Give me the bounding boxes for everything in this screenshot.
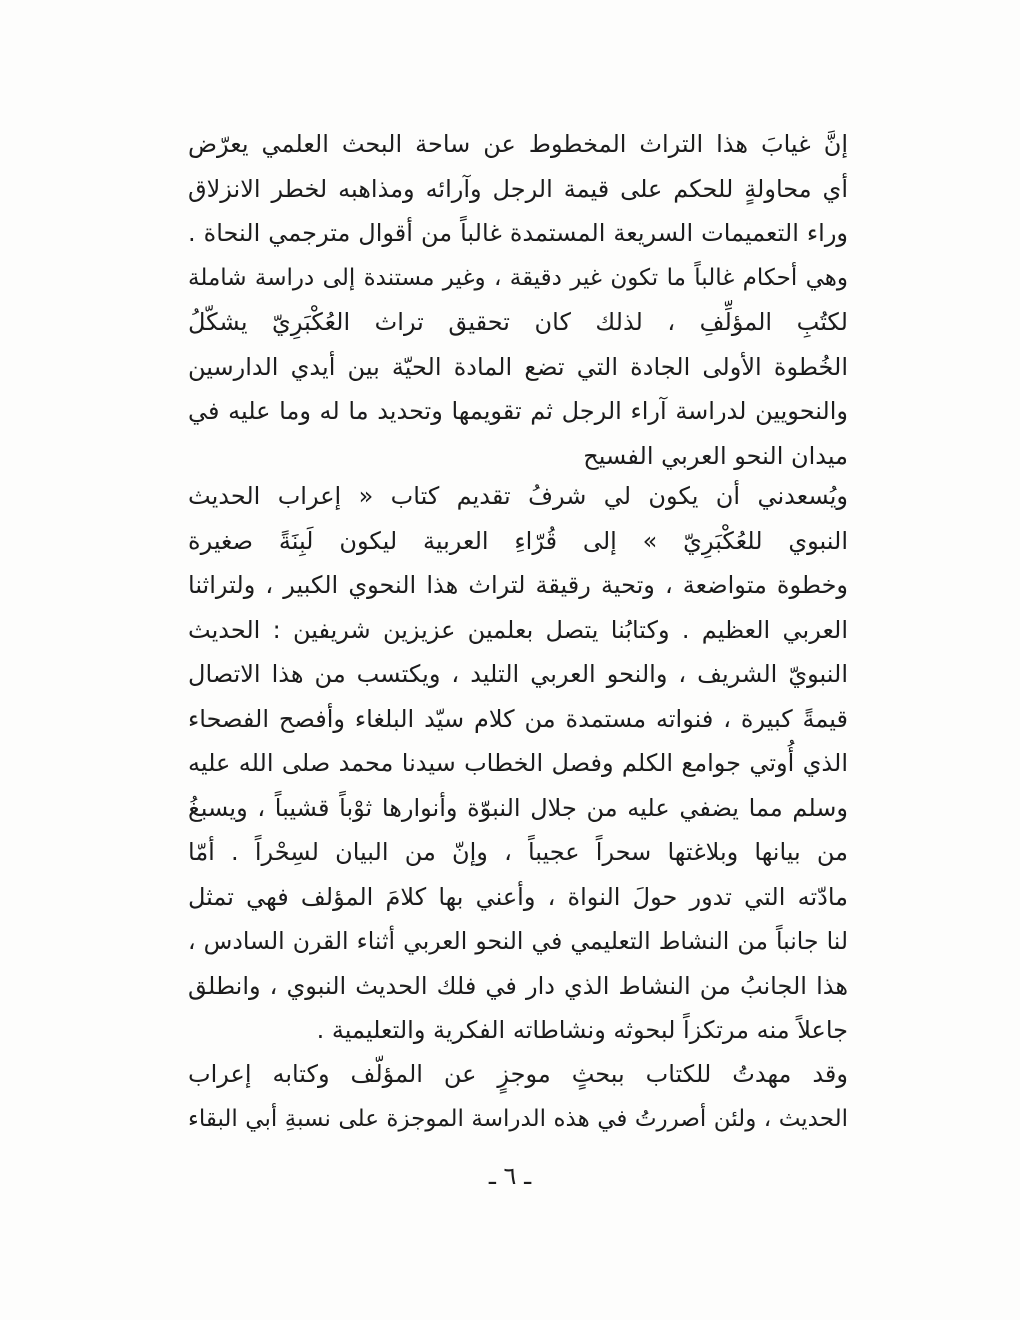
text-line: وخطوة متواضعة ، وتحية رقيقة لتراث هذا النحوي الكبير ، ولتراثنا	[188, 571, 848, 599]
text-line: ميدان النحو العربي الفسيح	[583, 441, 848, 470]
text-line: مادّته التي تدور حولَ النواة ، وأعني بها كلامَ المؤلف فهي تمثل	[188, 882, 848, 911]
text-line: الذي أُوتي جوامع الكلم وفصل الخطاب سيدنا محمد صلى الله عليه	[188, 749, 848, 777]
text-line: لنا جانباً من النشاط التعليمي في النحو العربي أثناء القرن السادس ،	[188, 927, 848, 955]
text-line: الخُطوة الأولى الجادة التي تضع المادة الحيّة بين أيدي الدارسين	[188, 352, 848, 381]
text-line: هذا الجانبُ من النشاط الذي دار في فلك الحديث النبوي ، وانطلق	[188, 971, 848, 1000]
text-line: العربي العظيم . وكتابُنا يتصل بعلمين عزيزين شريفين : الحديث	[188, 615, 848, 644]
paragraph-1	[188, 122, 848, 478]
text-line: وسلم مما يضفي عليه من جلال النبوّة وأنوارها ثوْباً قشيباً ، ويسبغُ	[188, 793, 848, 822]
text-line: الحديث ، ولئن أصررتُ في هذه الدراسة الموجزة على نسبةِ أبي البقاء	[188, 1105, 848, 1132]
text-line: النبوي للعُكْبَرِيّ » إلى قُرّاءِ العربية ليكون لَبِنَةً صغيرة	[188, 526, 848, 555]
text-line: أي محاولةٍ للحكم على قيمة الرجل وآرائه ومذاهبه لخطر الانزلاق	[188, 174, 848, 203]
text-line: وقد مهدتُ للكتاب ببحثٍ موجزٍ عن المؤلّف وكتابه إعراب	[188, 1060, 848, 1088]
text-line: ويُسعدني أن يكون لي شرفُ تقديم كتاب « إعراب الحديث	[188, 482, 848, 510]
paragraph-3	[188, 1052, 848, 1141]
text-line: وهي أحكام غالباً ما تكون غير دقيقة ، وغير مستندة إلى دراسة شاملة	[188, 264, 848, 291]
text-line: من بيانها وبلاغتها سحراً عجيباً ، وإنّ من البيان لسِحْراً . أمّا	[188, 838, 848, 866]
text-line: قيمةً كبيرة ، فنواته مستمدة من كلام سيّد البلغاء وأفصح الفصحاء	[188, 704, 848, 733]
text-line: والنحويين لدراسة آراء الرجل ثم تقويمها وتحديد ما له وما عليه في	[188, 397, 848, 425]
text-line: جاعلاً منه مرتكزاً لبحوثه ونشاطاته الفكرية والتعليمية .	[316, 1016, 848, 1044]
text-line: إنَّ غيابَ هذا التراث المخطوط عن ساحة البحث العلمي يعرّض	[188, 130, 848, 158]
page-number: ـ ٦ ـ	[488, 1162, 532, 1190]
text-line: النبويّ الشريف ، والنحو العربي التليد ، ويكتسب من هذا الاتصال	[188, 660, 848, 688]
text-line: وراء التعميمات السريعة المستمدة غالباً من أقوال مترجمي النحاة .	[188, 219, 848, 247]
paragraph-2	[188, 474, 848, 1053]
text-line: لكتُبِ المؤلِّفِ ، لذلك كان تحقيق تراث العُكْبَرِيّ يشكّلُ	[188, 308, 848, 336]
